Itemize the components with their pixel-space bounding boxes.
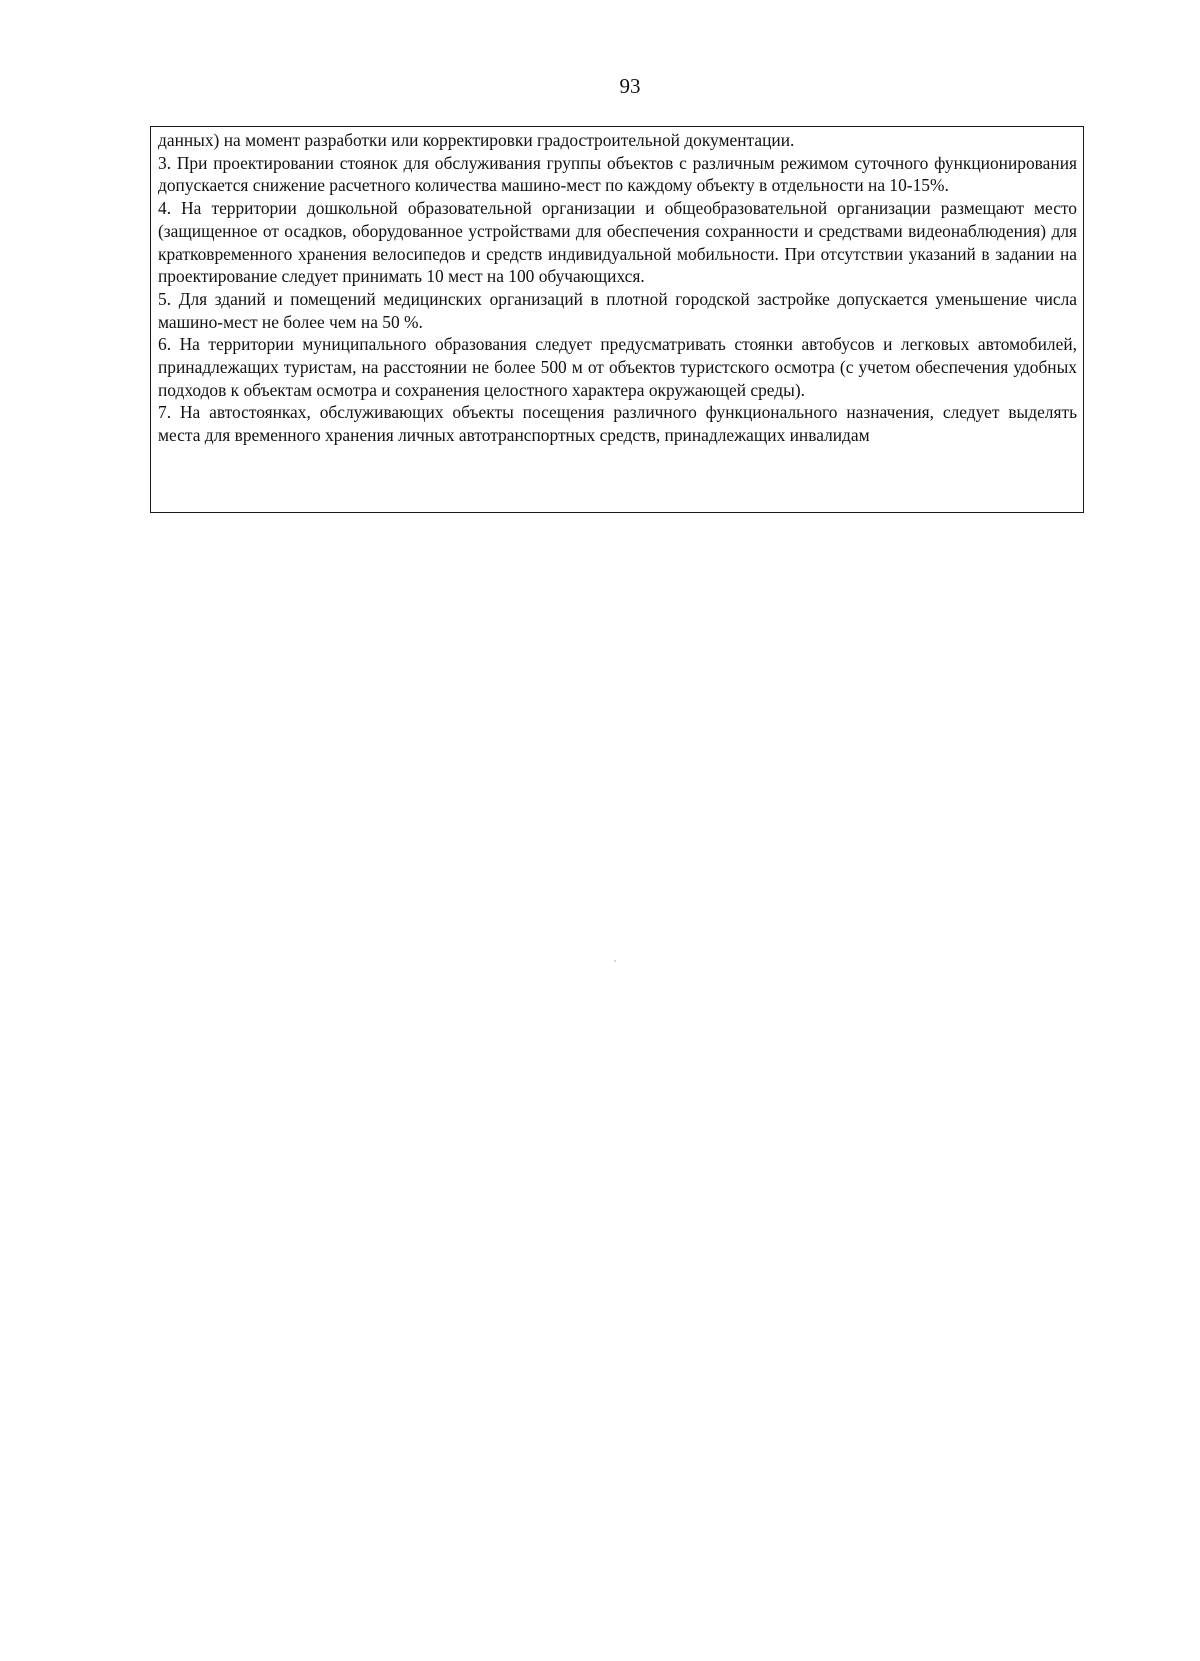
paragraph-continuation: данных) на момент разработки или корректировки градостроительной документации. <box>158 130 795 150</box>
paragraph-item-5: 5. Для зданий и помещений медицинских организаций в плотной городской застройке допускается уменьшение числа машино-мест не более чем на 50 %. <box>158 288 1077 332</box>
page-number: 93 <box>619 74 641 98</box>
paragraph-item-6: 6. На территории муниципального образования следует предусматривать стоянки автобусов и легковых автомобилей, принадлежащих туристам, на расстоянии не более 500 м от объектов туристского осмотра (с учетом обеспечения удобных подходов к объектам осмотра и сохранения целостного характера окружающей среды). <box>158 334 1077 400</box>
paragraph-item-4: 4. На территории дошкольной образовательной организации и общеобразовательной организации размещают место (защищенное от осадков, оборудованное устройствами для обеспечения сохранности и средствами видеонаблюдения) для кратковременного хранения велосипедов и средств индивидуальной мобильности. При отсутствии указаний в задании на проектирование следует принимать 10 мест на 100 обучающихся. <box>158 198 1077 287</box>
paragraph-item-7: 7. На автостоянках, обслуживающих объекты посещения различного функционального назначения, следует выделять места для временного хранения личных автотранспортных средств, принадлежащих инвалидам <box>158 402 1077 446</box>
paragraph-item-3: 3. При проектировании стоянок для обслуживания группы объектов с различным режимом суточного функционирования допускается снижение расчетного количества машино-мест по каждому объекту в отдельности на 10-15%. <box>158 152 1077 196</box>
scan-speck <box>614 960 616 962</box>
bordered-text-block <box>150 126 1084 513</box>
